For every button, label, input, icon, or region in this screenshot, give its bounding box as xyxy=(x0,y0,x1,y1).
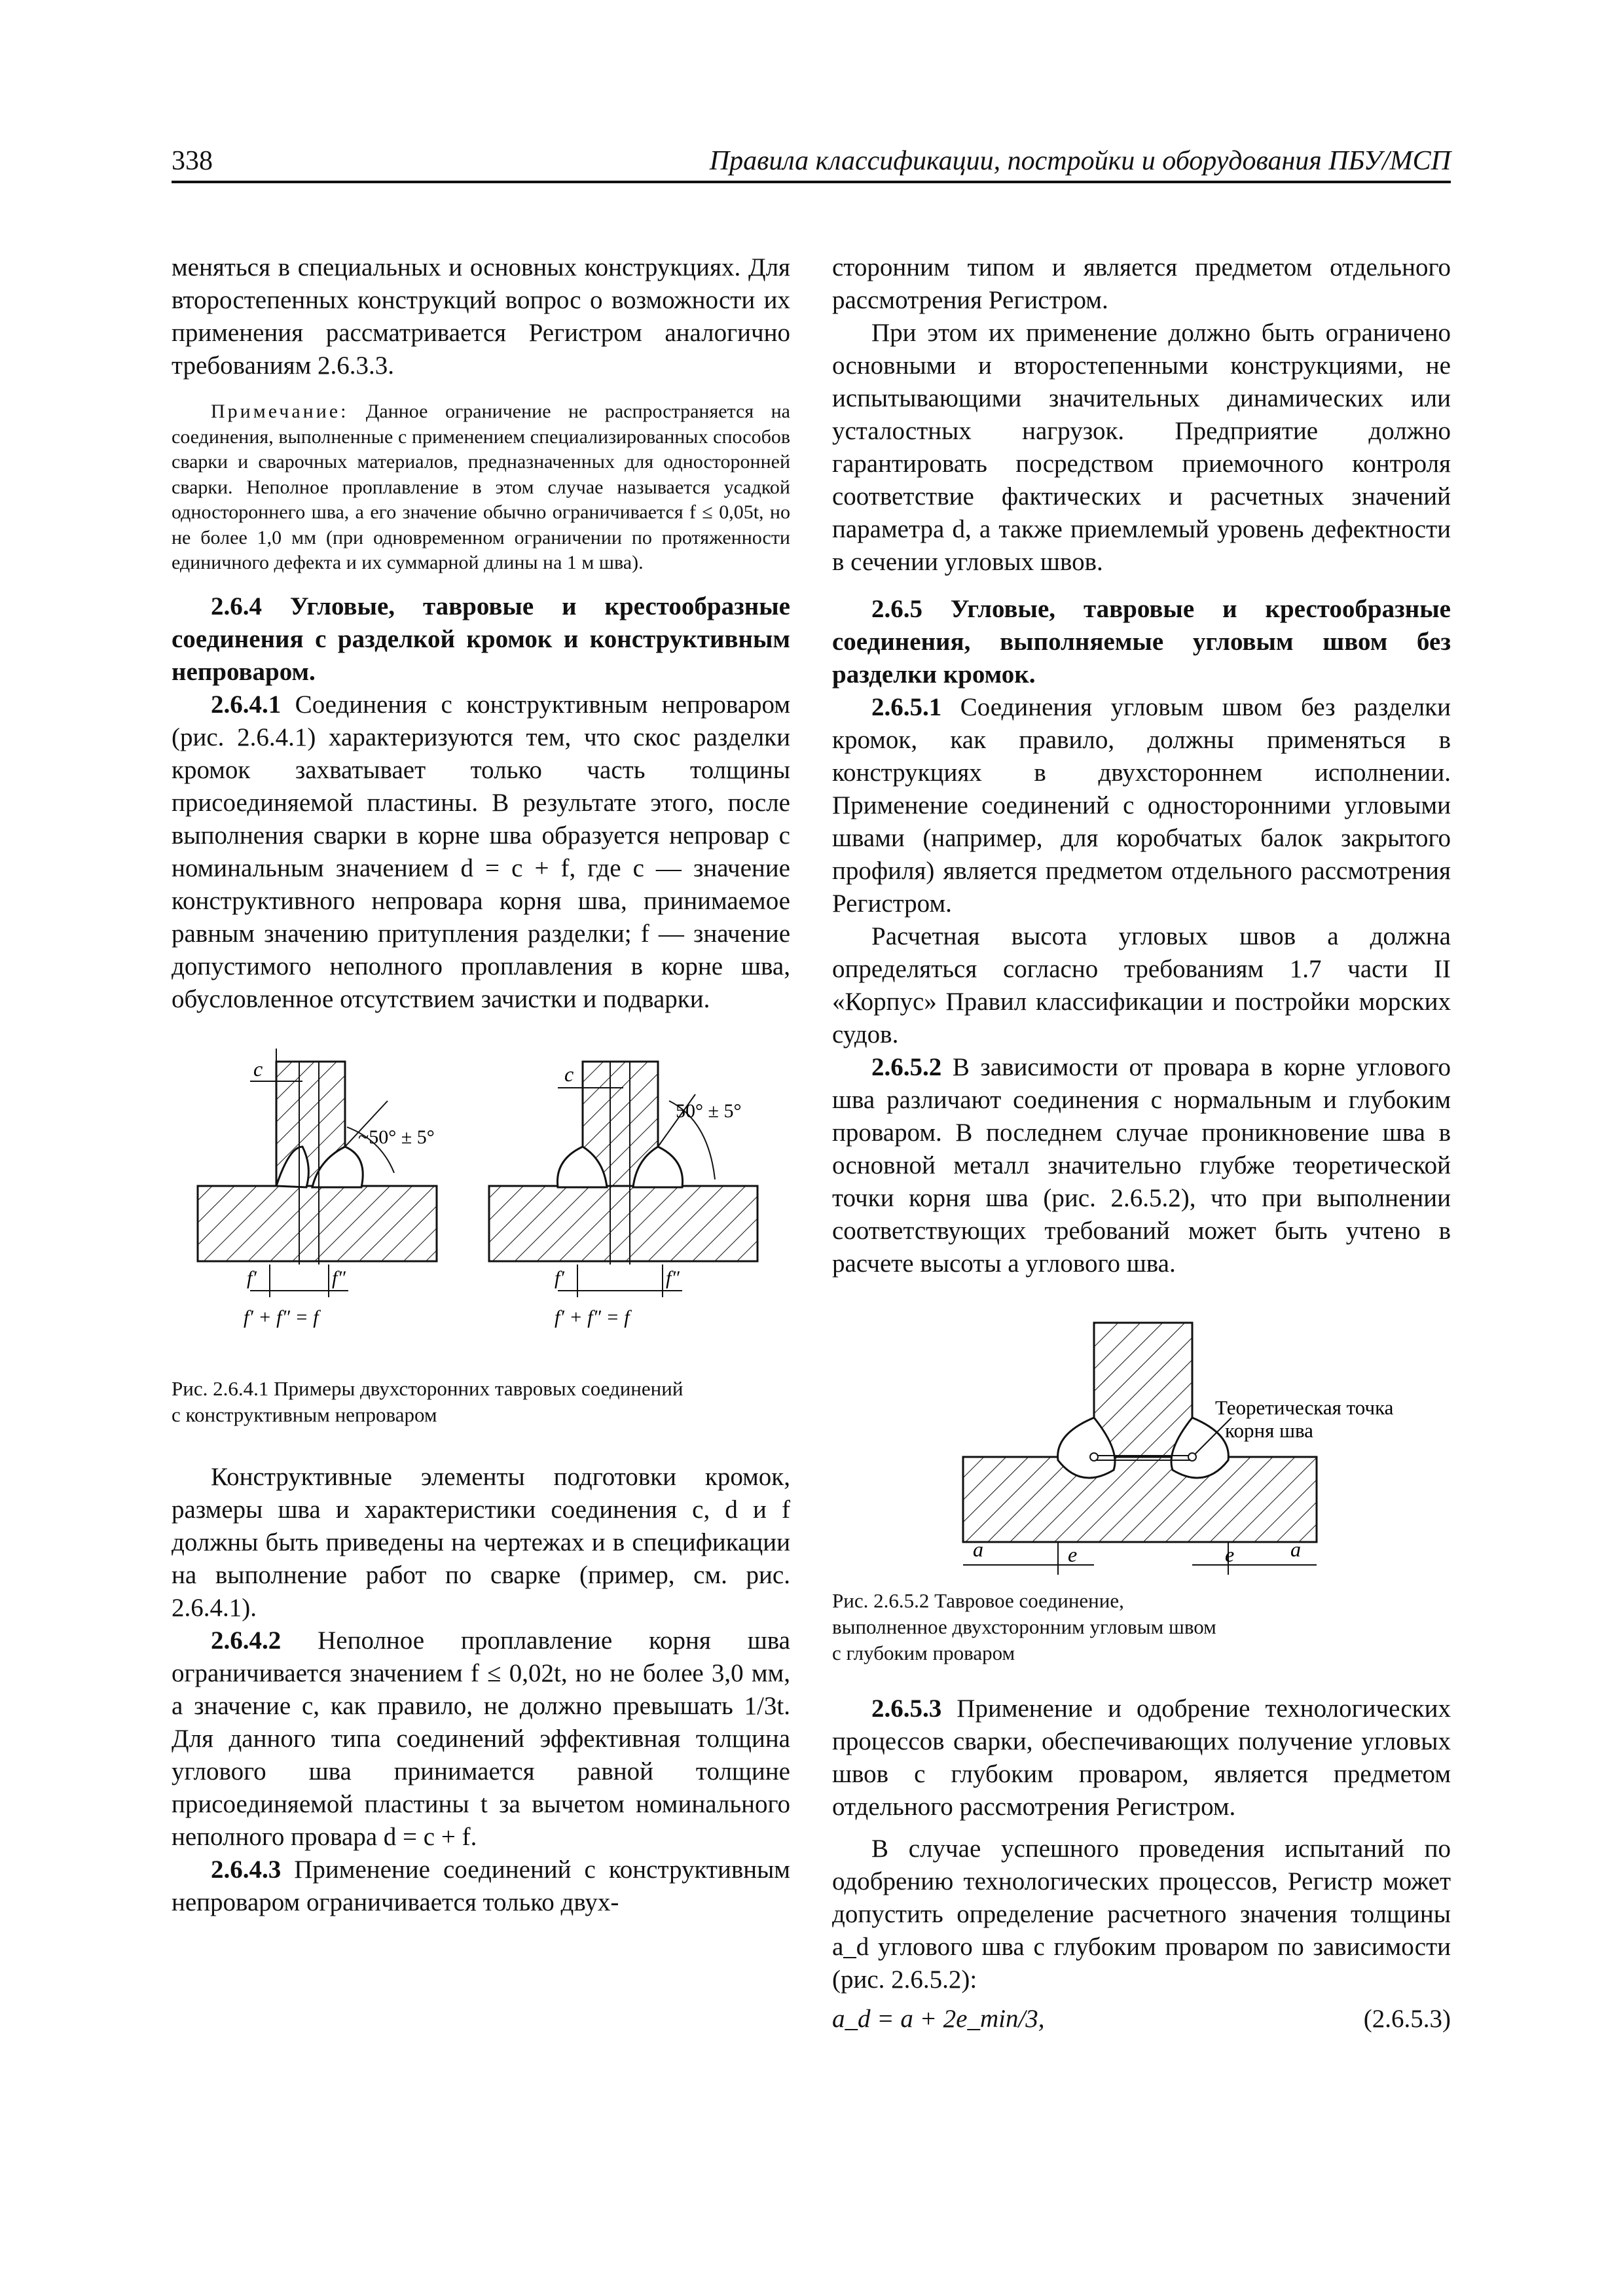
clause-number: 2.6.4.1 xyxy=(211,690,282,719)
label-sum-right: f′ + f″ = f xyxy=(555,1306,630,1328)
formula-2-6-5-3 xyxy=(832,2003,1451,2037)
note-label: Примечание: xyxy=(211,401,349,422)
clause-number: 2.6.5.2 xyxy=(871,1053,942,1081)
clause-number: 2.6.5.3 xyxy=(871,1695,942,1723)
caption-line: Рис. 2.6.4.1 Примеры двухсторонних тавровых соединений xyxy=(172,1376,684,1400)
paragraph-2-6-5-1 xyxy=(832,691,1451,920)
page-header xyxy=(172,143,1451,183)
paragraph-2-6-4-3 xyxy=(172,1854,790,1919)
label-c-right: c xyxy=(564,1062,574,1086)
base-plate-left xyxy=(198,1186,437,1261)
label-theoretical-point: Теоретическая точка xyxy=(1215,1396,1394,1419)
paragraph-2-6-4-2 xyxy=(172,1624,790,1854)
paragraph-continuation: сторонним типом и является предметом отдельного рассмотрения Регистром. xyxy=(832,253,1451,314)
figure-caption-2-6-4-1 xyxy=(172,1376,790,1428)
clause-text: Применение соединений с конструктивным непроваром ограничивается только двух- xyxy=(172,1855,790,1916)
base-plate xyxy=(963,1457,1317,1542)
paragraph-2-6-5-2 xyxy=(832,1051,1451,1280)
label-angle-left: ~50° ± 5° xyxy=(358,1126,435,1148)
paragraph-success: В случае успешного проведения испытаний по одобрению технологических процессов, Регистр может допустить определение расчетного значения толщины a_d углового шва с глубоким проваром по зависимости (рис. 2.6.5.2): xyxy=(832,1835,1451,1994)
note-text: Данное ограничение не распространяется на соединения, выполненные с применением специализированных способов сварки и сварочных материалов, предназначенных для односторонней сварки. Неполное проплавление в этом случае называется усадкой одностороннего шва, а его значение обычно ограничивается f ≤ 0,05t, но не более 1,0 мм (при одновременном ограничении по протяженности единичного дефекта и их суммарной длины на 1 м шва). xyxy=(172,401,790,573)
label-f2-right: f″ xyxy=(666,1266,680,1289)
caption-line: выполненное двухсторонним угловым швом xyxy=(832,1615,1216,1638)
running-title: Правила классификации, постройки и оборудования ПБУ/МСП xyxy=(709,146,1451,176)
clause-text: Применение и одобрение технологических процессов сварки, обеспечивающих получение угловых швов с глубоким проваром, является предметом отдельного рассмотрения Регистром. xyxy=(832,1695,1451,1821)
clause-text: Соединения угловым швом без разделки кромок, как правило, должны применяться в конструкциях в двухстороннем исполнении. Применение соединений с односторонними угловыми швами (например, для коробчатых балок закрытого профиля) является предметом отдельного рассмотрения Регистром. xyxy=(832,693,1451,918)
label-sum-left: f′ + f″ = f xyxy=(244,1306,319,1328)
label-root: корня шва xyxy=(1225,1419,1313,1442)
section-heading-2-6-5: 2.6.5 Угловые, тавровые и крестообразные соединения, выполняемые угловым швом без разделки кромок. xyxy=(832,595,1451,689)
figure-caption-2-6-5-2 xyxy=(832,1588,1451,1666)
clause-text: Соединения с конструктивным непроваром (рис. 2.6.4.1) характеризуются тем, что скос разделки кромок захватывает только часть толщины присоединяемой пластины. В результате этого, после выполнения сварки в корне шва образуется непровар с номинальным значением d = c + f, где c — значение конструктивного непровара корня шва, принимаемое равным значению притупления разделки; f — значение допустимого неполного проплавления в корне шва, обусловленное отсутствием зачистки и подварки. xyxy=(172,690,790,1013)
label-a-left: a xyxy=(973,1537,983,1561)
label-f1-right: f′ xyxy=(555,1266,564,1289)
formula-number: (2.6.5.3) xyxy=(1363,2005,1451,2033)
page-number: 338 xyxy=(172,146,213,176)
paragraph-konstr: Конструктивные элементы подготовки кромок, размеры шва и характеристики соединения c, d и f должны быть приведены на чертежах и в спецификации на выполнение работ по сварке (пример, см. рис. 2.6.4.1). xyxy=(172,1462,790,1622)
label-f2-left: f″ xyxy=(332,1266,346,1289)
caption-line: с конструктивным непроваром xyxy=(172,1403,437,1426)
label-a-right: a xyxy=(1290,1537,1301,1561)
figure-2-6-5-2 xyxy=(832,1319,1451,1588)
right-column xyxy=(832,251,1451,2037)
paragraph-2-6-5-3 xyxy=(832,1693,1451,1823)
formula-text: a_d = a + 2e_min/3, xyxy=(832,2005,1045,2033)
clause-text: Неполное проплавление корня шва ограничивается значением f ≤ 0,02t, но не более 3,0 мм, а значение c, как правило, не должно превышать 1/3t. Для данного типа соединений эффективная толщина углового шва принимается равной толщине присоединяемой пластины t за вычетом номинального неполного провара d = c + f. xyxy=(172,1626,790,1851)
theoretical-root-point-left xyxy=(1090,1453,1098,1461)
paragraph-intro: меняться в специальных и основных конструкциях. Для второстепенных конструкций вопрос о возможности их применения рассматривается Регистром аналогично требованиям 2.6.3.3. xyxy=(172,253,790,380)
label-f1-left: f′ xyxy=(247,1266,257,1289)
clause-text: В зависимости от провара в корне углового шва различают соединения с нормальным и глубоким проваром. В последнем случае проникновение шва в основной металл значительно глубже теоретической точки корня шва (рис. 2.6.5.2), что при выполнении соответствующих требований может быть учтено в расчете высоты a углового шва. xyxy=(832,1053,1451,1278)
section-heading-2-6-4: 2.6.4 Угловые, тавровые и крестообразные соединения с разделкой кромок и конструктивным непроваром. xyxy=(172,592,790,686)
label-angle-right: 50° ± 5° xyxy=(676,1100,742,1122)
label-e-right: e xyxy=(1225,1543,1235,1566)
figure-2-6-4-1 xyxy=(172,1049,790,1376)
note xyxy=(172,399,790,576)
vertical-plate xyxy=(1094,1323,1192,1457)
clause-number: 2.6.5.1 xyxy=(871,693,942,721)
caption-line: с глубоким проваром xyxy=(832,1641,1015,1664)
paragraph-rasch: Расчетная высота угловых швов a должна определяться согласно требованиям 1.7 части II «Корпус» Правил классификации и постройки морских судов. xyxy=(832,922,1451,1049)
clause-number: 2.6.4.2 xyxy=(211,1626,282,1655)
theoretical-root-point-right xyxy=(1188,1453,1196,1461)
caption-line: Рис. 2.6.5.2 Тавровое соединение, xyxy=(832,1589,1124,1612)
paragraph-2-6-4-1 xyxy=(172,689,790,1016)
paragraph-pri: При этом их применение должно быть ограничено основными и второстепенными конструкциями, не испытывающими значительных динамических или усталостных нагрузок. Предприятие должно гарантировать посредством приемочного контроля соответствие фактических и расчетных значений параметра d, а также приемлемый уровень дефектности в сечении угловых швов. xyxy=(832,319,1451,576)
base-plate-right xyxy=(489,1186,757,1261)
clause-number: 2.6.4.3 xyxy=(211,1855,282,1884)
left-column xyxy=(172,251,790,1919)
label-c-left: c xyxy=(253,1056,263,1081)
label-e-left: e xyxy=(1068,1543,1078,1566)
